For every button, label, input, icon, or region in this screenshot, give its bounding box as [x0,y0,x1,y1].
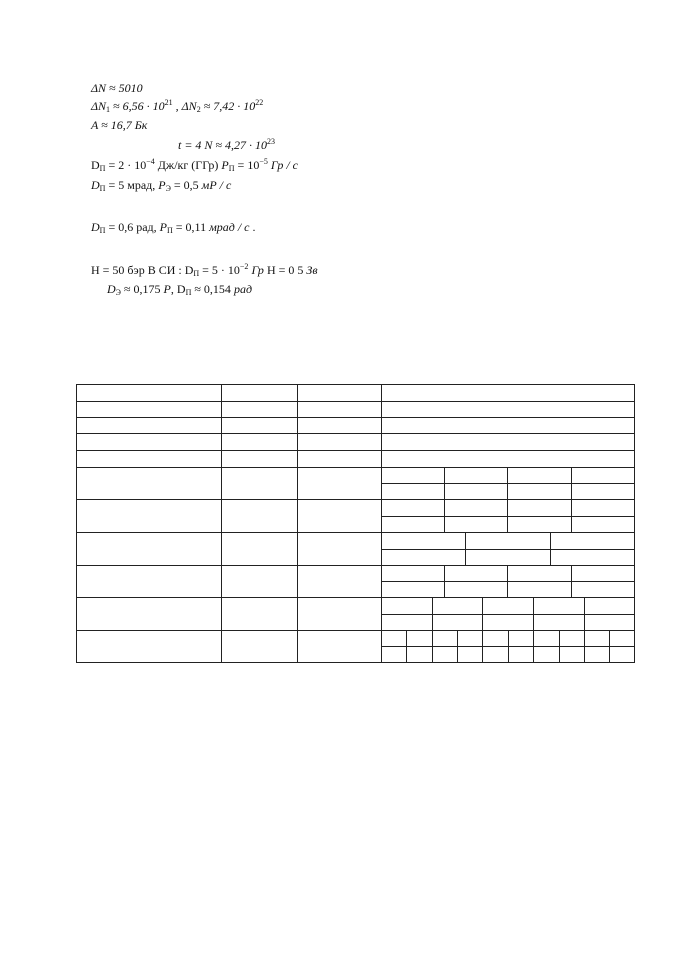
empty-table [76,384,635,663]
formula-dose-power-3: $D_П = 0,6$ рад, $P_П = 0,11$ мрад / с . [91,220,256,235]
formula-dose-power-1: $D_П = 2 \cdot 10^{-4}$ Дж/кг (ГГр) $P_П = 10^{-5}$ Гр / с [91,157,298,173]
formula-equivalent-dose: H = 50 бэр В СИ : $D_П = 5 \cdot 10^{-2}$ Гр H = 0 5 Зв [91,262,318,278]
formula-exposure-dose: $D_Э \approx 0,175$ Р, $D_П \approx 0,154$ рад [107,282,253,297]
table-border [77,385,635,663]
formula-activity: A ≈ 16,7 Бк [91,118,148,132]
formula-time-n: t = 4 $N \approx 4,27 \cdot 10^{23}$ [178,137,276,152]
formula-delta-n1-n2: $\Delta N_1 \approx 6,56 \cdot 10^{21}$ , $\Delta N_2 \approx 7,42 \cdot 10^{22}$ [91,98,264,114]
formula-dose-power-2: $D_П = 5$ мрад, $P_Э = 0,5$ мР / с [91,178,232,193]
table-grid [76,384,635,663]
formula-delta-n: ΔN ≈ 5010 [91,81,143,95]
